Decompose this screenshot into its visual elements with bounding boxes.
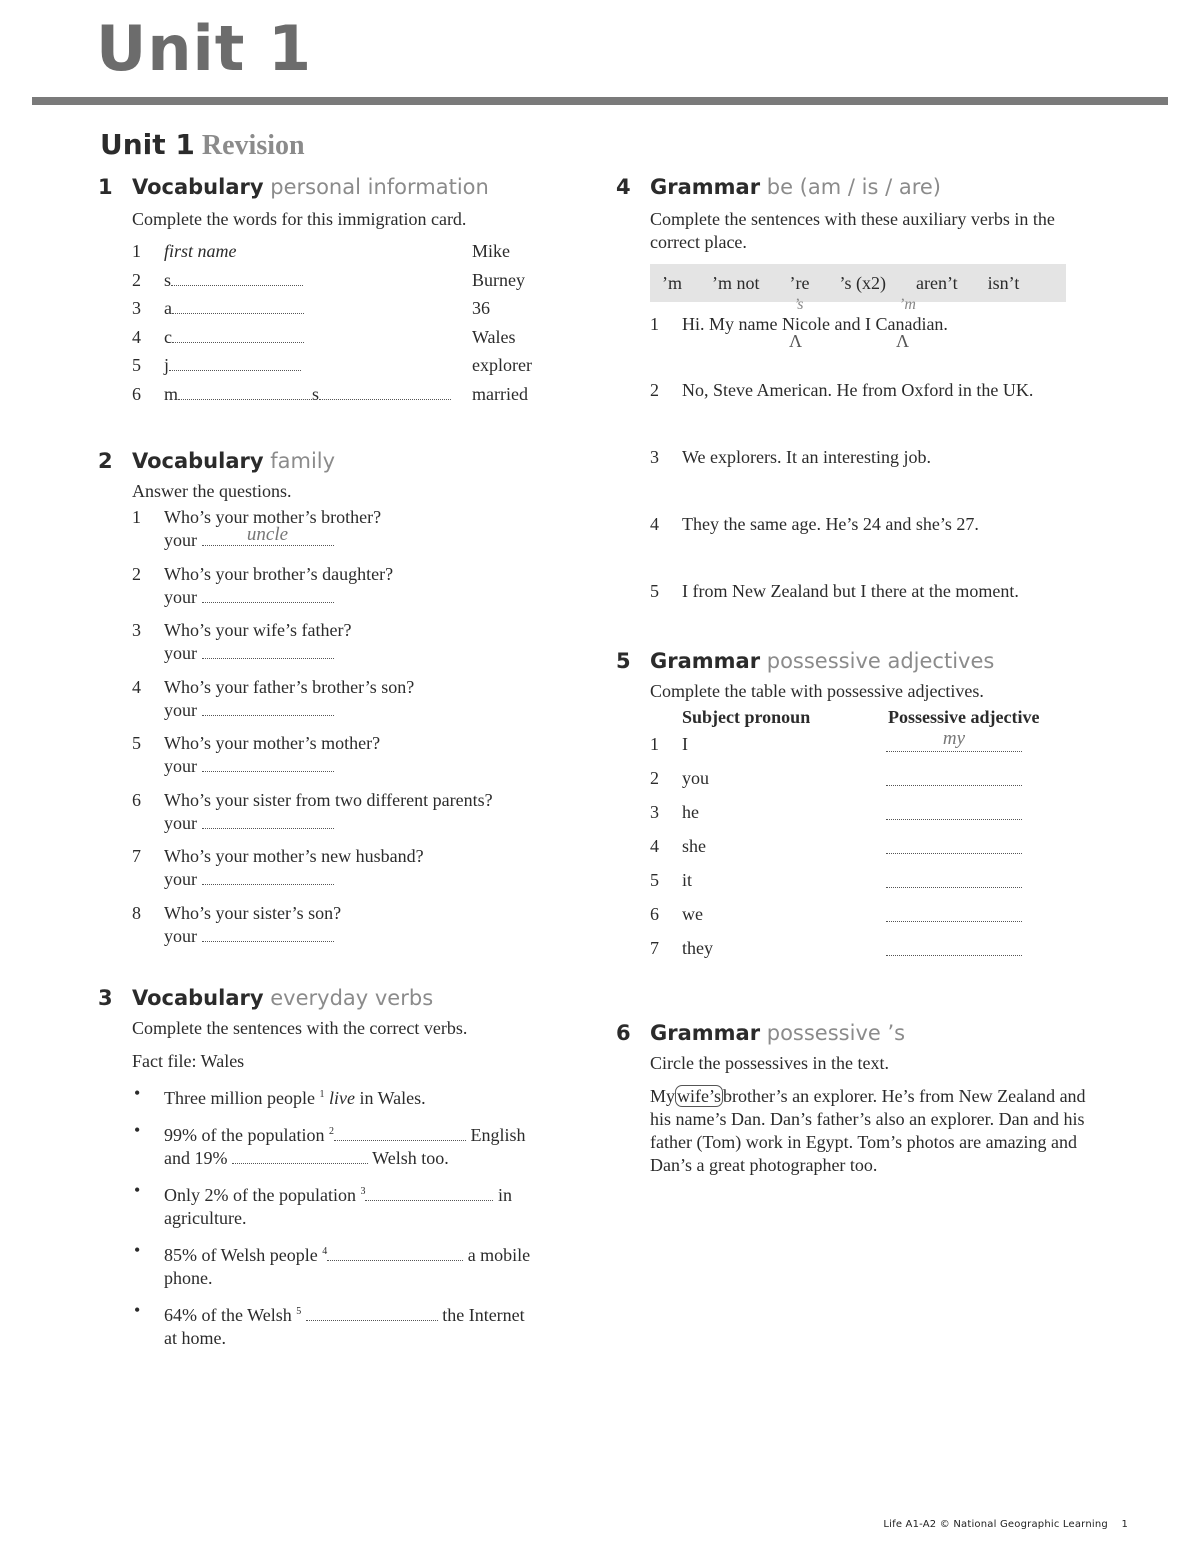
section2-heading (98, 444, 578, 478)
bullet-text: in (497, 1185, 512, 1205)
header-rule (32, 97, 1168, 105)
question-text: Who’s your wife’s father? (164, 620, 352, 640)
page-number: 1 (1121, 1519, 1128, 1530)
answer-blank[interactable] (319, 384, 451, 400)
section4-number: 4 (616, 175, 631, 199)
grammar-item (650, 370, 1096, 437)
row-number: 5 (132, 355, 141, 375)
footer-credit: Life A1-A2 © National Geographic Learning (883, 1519, 1108, 1530)
row-number: 7 (650, 938, 659, 958)
section5-number: 5 (616, 649, 631, 673)
card-value: Wales (472, 326, 516, 347)
row-number: 1 (650, 734, 659, 754)
answer-blank[interactable] (171, 270, 303, 286)
answer-prefix: your (164, 869, 197, 889)
section3-instruction: Complete the sentences with the correct verbs. (132, 1018, 468, 1038)
row-number: 4 (650, 836, 659, 856)
section5-keyword: Grammar (650, 649, 761, 673)
item-number: 1 (650, 314, 659, 334)
column-header: Possessive adjective (888, 707, 1040, 727)
answer-blank[interactable] (202, 524, 334, 546)
table-row (650, 728, 1096, 768)
bullet-text: 64% of the Welsh (164, 1305, 292, 1325)
revision-title-word: Revision (201, 130, 305, 161)
table-row (650, 802, 1096, 836)
unit-title: Unit 1 (96, 12, 313, 85)
answer-blank[interactable] (169, 355, 301, 371)
sentence-text: We explorers. It an interesting job. (682, 447, 931, 467)
question-item (132, 677, 578, 734)
answer-prefix: your (164, 925, 197, 946)
bullet-text: the Internet (442, 1305, 525, 1325)
question-text: Who’s your sister’s son? (164, 902, 342, 923)
verb-option: aren’t (915, 272, 958, 293)
answer-blank[interactable] (202, 926, 334, 942)
row-number: 6 (650, 904, 659, 924)
grammar-item (650, 504, 1096, 571)
verb-option: ’m not (712, 272, 760, 293)
section4-keyword: Grammar (650, 175, 761, 199)
subject-pronoun: he (682, 802, 699, 822)
question-item (132, 620, 578, 677)
bullet-icon: • (134, 1240, 141, 1260)
section3-number: 3 (98, 986, 113, 1010)
example-answer: my (942, 728, 966, 749)
subject-pronoun: they (682, 938, 713, 958)
bullet-text: 85% of Welsh people (164, 1245, 318, 1265)
auxiliary-verb-box (650, 264, 1066, 302)
card-value: 36 (472, 298, 490, 318)
card-field-label: j (164, 355, 170, 375)
fact-bullet (132, 1300, 578, 1350)
answer-prefix: your (164, 756, 197, 776)
question-text: Who’s your mother’s mother? (164, 733, 381, 753)
right-column (616, 170, 1096, 1177)
subject-pronoun: we (682, 904, 703, 924)
section6-number: 6 (616, 1021, 631, 1045)
grammar-item (650, 437, 1096, 504)
subject-pronoun: she (682, 836, 706, 856)
grammar-item (650, 571, 1096, 638)
handwritten-insert: ’m (899, 296, 916, 313)
card-row (132, 296, 578, 325)
section5-instruction: Complete the table with possessive adjectives. (650, 681, 984, 701)
bullet-text: Only 2% of the population (164, 1185, 356, 1205)
circled-possessive[interactable]: wife’s (677, 1086, 722, 1106)
table-header (682, 707, 1096, 734)
subject-pronoun: I (682, 734, 688, 754)
bullet-text: Three million people (164, 1088, 315, 1108)
bullet-icon: • (134, 1180, 141, 1200)
verb-option: ’s (x2) (839, 272, 886, 293)
answer-blank[interactable] (202, 813, 334, 829)
left-column (98, 170, 578, 1360)
bullet-text: in Wales. (359, 1088, 426, 1108)
bullet-icon: • (134, 1300, 141, 1320)
section1-topic: personal information (270, 175, 489, 199)
revision-title (100, 128, 305, 162)
sentence-part: Nicole and I (781, 314, 871, 334)
section2-topic: family (270, 449, 336, 473)
answer-blank[interactable] (886, 838, 1022, 854)
insert-caret-icon: Λ (789, 331, 803, 351)
section6-heading (616, 1016, 1096, 1050)
question-number: 3 (132, 620, 141, 640)
bullet-text: agriculture. (164, 1208, 247, 1228)
answer-blank[interactable] (202, 587, 334, 603)
handwritten-insert: ’s (794, 296, 804, 313)
table-row (650, 870, 1096, 904)
card-row (132, 239, 578, 268)
answer-prefix: your (164, 643, 197, 663)
question-number: 4 (132, 676, 141, 697)
bullet-text: English (470, 1125, 526, 1145)
answer-prefix: your (164, 812, 197, 833)
card-field-label: c (164, 326, 172, 347)
column-header: Subject pronoun (682, 707, 811, 727)
table-row (650, 904, 1096, 938)
row-number: 1 (132, 241, 141, 261)
bullet-text: Welsh too. (372, 1148, 449, 1168)
fact-bullet (132, 1180, 578, 1230)
verb-option: ’m (662, 272, 682, 293)
answer-blank[interactable] (365, 1185, 493, 1201)
table-row (650, 768, 1096, 802)
revision-title-unit: Unit 1 (100, 128, 195, 161)
card-row (132, 353, 578, 382)
card-row (132, 268, 578, 297)
card-field-label: a (164, 298, 172, 318)
bullet-text: 99% of the population (164, 1125, 325, 1145)
answer-blank[interactable] (232, 1148, 368, 1164)
question-text: Who’s your brother’s daughter? (164, 563, 394, 584)
card-row (132, 382, 578, 411)
section2-keyword: Vocabulary (132, 449, 264, 473)
section3-keyword: Vocabulary (132, 986, 264, 1010)
sentence-text: I from New Zealand but I there at the moment. (682, 581, 1019, 601)
question-item (132, 903, 578, 960)
answer-blank[interactable] (306, 1305, 438, 1321)
question-text: Who’s your father’s brother’s son? (164, 676, 415, 697)
subject-pronoun: you (682, 768, 709, 788)
question-item (132, 790, 578, 847)
question-number: 1 (132, 507, 141, 527)
question-number: 5 (132, 733, 141, 753)
question-number: 8 (132, 902, 141, 923)
gap-number: 1 (319, 1089, 325, 1100)
section6-topic: possessive ’s (766, 1021, 906, 1045)
section1-keyword: Vocabulary (132, 175, 264, 199)
answer-prefix: your (164, 699, 197, 720)
answer-blank[interactable] (202, 869, 334, 885)
bullet-text: phone. (164, 1268, 213, 1288)
item-number: 3 (650, 447, 659, 467)
answer-blank[interactable] (202, 756, 334, 772)
sentence-part: Canadian. (875, 314, 948, 334)
question-number: 7 (132, 846, 141, 866)
sentence-text: No, Steve American. He from Oxford in the UK. (682, 380, 1034, 400)
text-part: brother’s an explorer. He’s from New Zealand and his name’s Dan. Dan’s father’s also an explorer. Dan and his father (Tom) work in Egypt. Tom’s photos are amazing and Dan’s a great photographer too. (650, 1086, 1086, 1175)
row-number: 4 (132, 326, 141, 347)
card-row (132, 325, 578, 354)
grammar-item (650, 296, 1096, 370)
verb-option: isn’t (987, 272, 1020, 293)
section1-instruction: Complete the words for this immigration card. (132, 209, 467, 229)
fact-file-subhead: Fact file: Wales (132, 1051, 245, 1071)
row-number: 2 (650, 768, 659, 788)
answer-blank[interactable] (172, 327, 304, 343)
section1-heading (98, 170, 578, 204)
bullet-icon: • (134, 1083, 141, 1103)
answer-prefix: your (164, 586, 197, 607)
section2-instruction: Answer the questions. (132, 481, 292, 501)
section3-topic: everyday verbs (270, 986, 434, 1010)
subject-pronoun: it (682, 870, 693, 890)
card-value: Mike (472, 241, 510, 261)
answer-blank[interactable] (886, 770, 1022, 786)
card-field-label-2: s (312, 383, 320, 404)
section6-keyword: Grammar (650, 1021, 761, 1045)
fact-bullet (132, 1083, 578, 1110)
question-item (132, 733, 578, 790)
question-item (132, 564, 578, 621)
question-item (132, 507, 578, 564)
question-text: Who’s your mother’s brother? (164, 507, 382, 527)
section3-heading (98, 981, 578, 1015)
gap-number: 5 (296, 1306, 302, 1317)
gap-number: 3 (360, 1186, 366, 1197)
item-number: 5 (650, 581, 659, 601)
gap-number: 4 (322, 1246, 328, 1257)
section5-topic: possessive adjectives (766, 649, 995, 673)
fact-bullet (132, 1120, 578, 1170)
section5-heading (616, 644, 1096, 678)
question-number: 2 (132, 563, 141, 584)
item-number: 4 (650, 514, 659, 534)
card-value: Burney (472, 269, 525, 290)
bullet-text: a mobile (467, 1245, 531, 1265)
answer-blank[interactable] (886, 940, 1022, 956)
question-number: 6 (132, 789, 141, 810)
section1-number: 1 (98, 175, 113, 199)
section6-instruction: Circle the possessives in the text. (650, 1053, 889, 1073)
answer-blank[interactable] (334, 1125, 466, 1141)
answer-blank[interactable] (202, 643, 334, 659)
card-value: explorer (472, 355, 532, 375)
row-number: 3 (132, 298, 141, 318)
answer-blank[interactable] (172, 298, 304, 314)
reading-text (650, 1085, 1100, 1177)
card-value: married (472, 383, 528, 404)
row-number: 3 (650, 802, 659, 822)
answer-blank[interactable] (178, 384, 312, 400)
answer-blank[interactable] (327, 1245, 463, 1261)
row-number: 5 (650, 870, 659, 890)
question-text: Who’s your sister from two different parents? (164, 789, 493, 810)
answer-blank[interactable] (202, 700, 334, 716)
gap-number: 2 (328, 1126, 334, 1137)
answer-blank[interactable] (886, 872, 1022, 888)
bullet-text: at home. (164, 1328, 226, 1348)
card-field-label: s (164, 269, 172, 290)
page-footer (883, 1519, 1128, 1530)
row-number: 6 (132, 383, 141, 404)
answer-blank[interactable] (886, 804, 1022, 820)
row-number: 2 (132, 269, 141, 290)
insert-caret-icon: Λ (896, 331, 910, 351)
card-field-label: m (164, 383, 179, 404)
example-answer: live (328, 1088, 355, 1108)
section2-number: 2 (98, 449, 113, 473)
sentence-text: They the same age. He’s 24 and she’s 27. (682, 514, 979, 534)
answer-blank[interactable] (886, 906, 1022, 922)
verb-option: ’re (789, 272, 810, 293)
section4-topic: be (am / is / are) (766, 175, 941, 199)
fact-bullet (132, 1240, 578, 1290)
item-number: 2 (650, 380, 659, 400)
sentence-part: Hi. My name (682, 314, 778, 334)
table-row (650, 938, 1096, 972)
question-text: Who’s your mother’s new husband? (164, 846, 424, 866)
section4-heading (616, 170, 1096, 204)
bullet-icon: • (134, 1120, 141, 1140)
text-part: My (650, 1086, 676, 1106)
question-item (132, 846, 578, 903)
table-row (650, 836, 1096, 870)
card-field-label: first name (164, 241, 237, 261)
bullet-text: and 19% (164, 1148, 228, 1168)
answer-blank[interactable] (886, 728, 1022, 752)
answer-prefix: your (164, 530, 197, 550)
section4-instruction: Complete the sentences with these auxiliary verbs in the correct place. (650, 209, 1055, 252)
example-answer: uncle (246, 524, 289, 545)
